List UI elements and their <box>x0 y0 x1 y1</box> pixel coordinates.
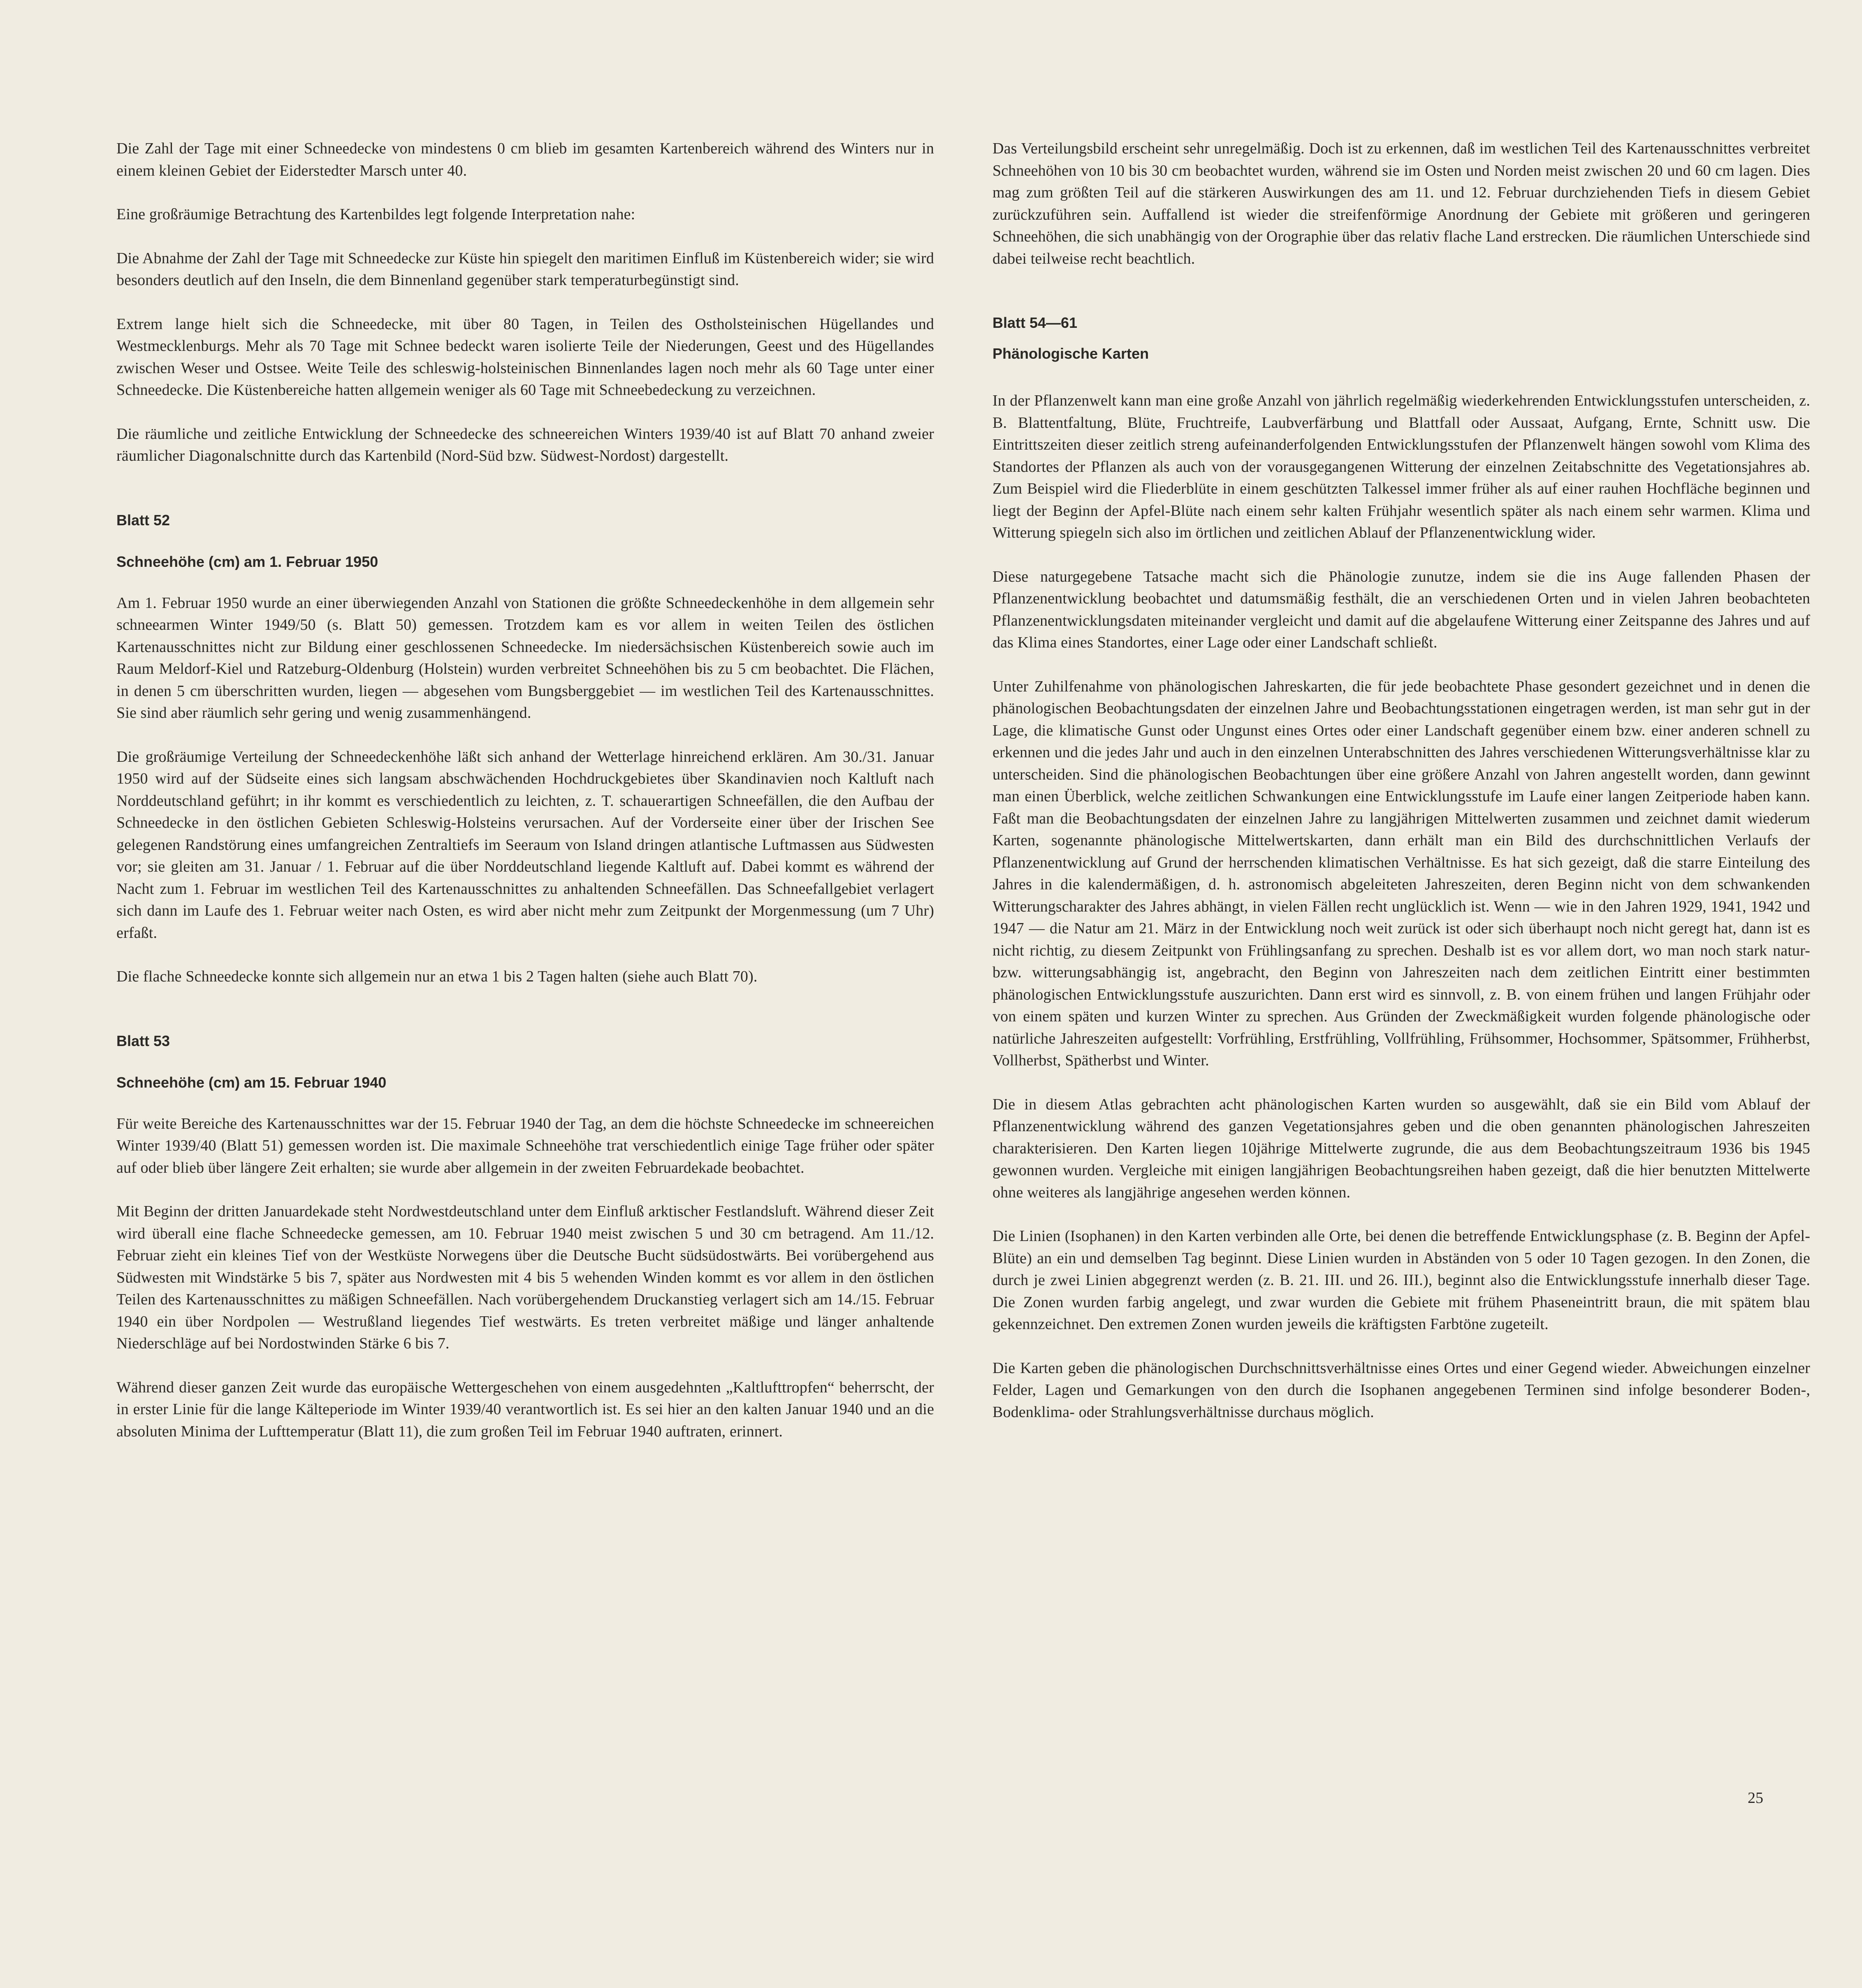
section-heading-blatt-54-61: Blatt 54—61 <box>992 314 1078 331</box>
paragraph: Die Abnahme der Zahl der Tage mit Schneedecke zur Küste hin spiegelt den maritimen Einfluß im Küstenbereich wider; sie wird besonders deutlich auf den Inseln, die dem Binnenland gegenüber stark temperaturbegünstigt sind. <box>116 249 934 289</box>
paragraph: Die in diesem Atlas gebrachten acht phänologischen Karten wurden so ausgewählt, daß sie ein Bild vom Ablauf der Pflanzenentwicklung während des ganzen Vegetationsjahres geben und die oben genannten phänologischen Jahreszeiten charakterisieren. Den Karten liegen 10jährige Mittelwerte zugrunde, die aus dem Beobachtungszeitraum 1936 bis 1945 gewonnen wurden. Vergleiche mit einigen langjährigen Beobachtungsreihen haben gezeigt, daß die hier benutzten Mittelwerte ohne weiteres als langjährige angesehen werden können. <box>992 1095 1810 1201</box>
paragraph: Die flache Schneedecke konnte sich allgemein nur an etwa 1 bis 2 Tagen halten (siehe auch Blatt 70). <box>116 968 758 985</box>
paragraph: Eine großräumige Betrachtung des Kartenbildes legt folgende Interpretation nahe: <box>116 206 635 223</box>
page-number: 25 <box>1748 1789 1763 1807</box>
paragraph: Die Zahl der Tage mit einer Schneedecke von mindestens 0 cm blieb im gesamten Kartenbereich während des Winters nur in einem kleinen Gebiet der Eiderstedter Marsch unter 40. <box>116 140 934 179</box>
paragraph: In der Pflanzenwelt kann man eine große Anzahl von jährlich regelmäßig wiederkehrenden Entwicklungsstufen unterscheiden, z. B. Blattentfaltung, Blüte, Fruchtreife, Laubverfärbung und Blattfall oder Aussaat, Aufgang, Ernte, Schnitt usw. Die Eintrittszeiten dieser zeitlich streng aufeinanderfolgenden Entwicklungsstufen der Pflanzenwelt hängen sowohl vom Klima des Standortes der Pflanzen als auch von der vorausgegangenen Witterung der einzelnen Zeitabschnitte des Vegetationsjahres ab. Zum Beispiel wird die Fliederblüte in einem geschützten Talkessel immer früher als auf einer rauhen Hochfläche beginnen und liegt der Beginn der Apfel-Blüte nach einem sehr kalten Frühjahr wesentlich später als nach einem sehr warmen. Klima und Witterung spiegeln sich also im örtlichen und zeitlichen Ablauf der Pflanzenentwicklung wider. <box>992 392 1810 541</box>
section-subheading-phaenologische-karten: Phänologische Karten <box>992 345 1149 362</box>
paragraph: Für weite Bereiche des Kartenausschnittes war der 15. Februar 1940 der Tag, an dem die höchste Schneedecke im schneereichen Winter 1939/40 (Blatt 51) gemessen worden ist. Die maximale Schneehöhe trat verschiedentlich einige Tage früher oder später auf oder blieb über längere Zeit erhalten; sie wurde aber allgemein in der zweiten Februardekade beobachtet. <box>116 1115 934 1176</box>
section-subheading-blatt-53: Schneehöhe (cm) am 15. Februar 1940 <box>116 1074 387 1091</box>
left-column <box>116 138 934 1443</box>
paragraph: Die Linien (Isophanen) in den Karten verbinden alle Orte, bei denen die betreffende Entwicklungsphase (z. B. Beginn der Apfel-Blüte) an ein und demselben Tag beginnt. Diese Linien wurden in Abständen von 5 oder 10 Tagen gezogen. In den Zonen, die durch je zwei Linien abgegrenzt werden (z. B. 21. III. und 26. III.), beginnt also die Entwicklungsstufe innerhalb dieser Tage. Die Zonen wurden farbig angelegt, und zwar wurden die Gebiete mit frühem Phaseneintritt braun, die mit spätem blau gekennzeichnet. Den extremen Zonen wurden jeweils die kräftigsten Farbtöne zugeteilt. <box>992 1227 1810 1333</box>
paragraph: Extrem lange hielt sich die Schneedecke, mit über 80 Tagen, in Teilen des Ostholsteinischen Hügellandes und Westmecklenburgs. Mehr als 70 Tage mit Schnee bedeckt waren isolierte Teile der Niederungen, Geest und des Hügellandes zwischen Weser und Ostsee. Weite Teile des schleswig-holsteinischen Binnenlandes lagen noch mehr als 60 Tage unter einer Schneedecke. Die Küstenbereiche hatten allgemein weniger als 60 Tage mit Schneebedeckung zu verzeichnen. <box>116 315 934 399</box>
paragraph: Mit Beginn der dritten Januardekade steht Nordwestdeutschland unter dem Einfluß arktischer Festlandsluft. Während dieser Zeit wird überall eine flache Schneedecke gemessen, am 10. Februar 1940 meist zwischen 5 und 30 cm betragend. Am 11./12. Februar zieht ein kleines Tief von der Westküste Norwegens über die Deutsche Bucht südsüdostwärts. Bei vorübergehend aus Südwesten mit Windstärke 5 bis 7, später aus Nordwesten mit 4 bis 5 wehenden Winden kommt es vor allem in den östlichen Teilen des Kartenausschnittes zu mäßigen Schneefällen. Nach vorübergehendem Druckanstieg verlagert sich am 14./15. Februar 1940 ein über Nordpolen — Westrußland liegendes Tief westwärts. Es treten verbreitet mäßige und länger anhaltende Niederschläge auf bei Nordostwinden Stärke 6 bis 7. <box>116 1203 934 1352</box>
section-heading-blatt-52: Blatt 52 <box>116 511 170 529</box>
section-subheading-blatt-52: Schneehöhe (cm) am 1. Februar 1950 <box>116 553 378 570</box>
paragraph: Am 1. Februar 1950 wurde an einer überwiegenden Anzahl von Stationen die größte Schneedeckenhöhe in dem allgemein sehr schneearmen Winter 1949/50 (s. Blatt 50) gemessen. Trotzdem kam es vor allem in weiten Teilen des östlichen Kartenausschnittes nicht zur Bildung einer geschlossenen Schneedecke. Im niedersächsischen Küstenbereich sowie auch im Raum Meldorf-Kiel und Ratzeburg-Oldenburg (Holstein) wurden verbreitet Schneehöhen bis zu 5 cm beobachtet. Die Flächen, in denen 5 cm überschritten wurden, liegen — abgesehen vom Bungsberggebiet — im westlichen Teil des Kartenausschnittes. Sie sind aber räumlich sehr gering und wenig zusammenhängend. <box>116 594 934 721</box>
paragraph: Das Verteilungsbild erscheint sehr unregelmäßig. Doch ist zu erkennen, daß im westlichen Teil des Kartenausschnittes verbreitet Schneehöhen von 10 bis 30 cm beobachtet wurden, während sie im Osten und Norden meist zwischen 20 und 60 cm lagen. Dies mag zum größten Teil auf die stärkeren Auswirkungen des am 11. und 12. Februar durchziehenden Tiefs in diesem Gebiet zurückzuführen sein. Auffallend ist wieder die streifenförmige Anordnung der Gebiete mit größeren und geringeren Schneehöhen, die sich unabhängig von der Orographie über das relativ flache Land erstrecken. Die räumlichen Unterschiede sind dabei teilweise recht beachtlich. <box>992 140 1810 267</box>
paragraph: Die Karten geben die phänologischen Durchschnittsverhältnisse eines Ortes und einer Gegend wieder. Abweichungen einzelner Felder, Lagen und Gemarkungen von den durch die Isophanen angegebenen Terminen sind infolge besonderer Boden-, Bodenklima- oder Strahlungsverhältnisse durchaus möglich. <box>992 1359 1810 1421</box>
paragraph: Diese naturgegebene Tatsache macht sich die Phänologie zunutze, indem sie die ins Auge fallenden Phasen der Pflanzenentwicklung beobachtet und datumsmäßig festhält, die an verschiedenen Orten und in vielen Jahren beobachteten Pflanzenentwicklungsdaten miteinander vergleicht und damit auf die abgelaufene Witterung einer Zeitspanne des Jahres und auf das Klima eines Standortes, einer Lage oder einer Landschaft schließt. <box>992 568 1810 651</box>
paragraph: Während dieser ganzen Zeit wurde das europäische Wettergeschehen von einem ausgedehnten „Kaltlufttropfen“ beherrscht, der in erster Linie für die lange Kälteperiode im Winter 1939/40 verantwortlich ist. Es sei hier an den kalten Januar 1940 und an die absoluten Minima der Lufttemperatur (Blatt 11), die zum großen Teil im Februar 1940 auftraten, erinnert. <box>116 1378 934 1440</box>
section-heading-blatt-53: Blatt 53 <box>116 1032 170 1049</box>
paragraph: Unter Zuhilfenahme von phänologischen Jahreskarten, die für jede beobachtete Phase gesondert gezeichnet und in denen die phänologischen Beobachtungsdaten der einzelnen Jahre und Beobachtungsstationen eingetragen werden, ist man sehr gut in der Lage, die klimatische Gunst oder Ungunst eines Ortes oder einer Landschaft gegenüber einem bzw. einer anderen schnell zu erkennen und die jedes Jahr und auch in den einzelnen Unterabschnitten des Jahres verschiedenen Witterungsverhältnisse klar zu unterscheiden. Sind die phänologischen Beobachtungen über eine größere Anzahl von Jahren angestellt worden, dann gewinnt man einen Überblick, welche zeitlichen Schwankungen eine Entwicklungsstufe im Laufe einer langen Zeitperiode haben kann. Faßt man die Beobachtungsdaten der einzelnen Jahre zu langjährigen Mittelwerten zusammen und zeichnet damit wiederum Karten, sogenannte phänologische Mittelwertskarten, dann erhält man ein Bild des durchschnittlichen Verlaufs der Pflanzenentwicklung auf Grund der herrschenden klimatischen Verhältnisse. Es hat sich gezeigt, daß die starre Einteilung des Jahres in die kalendermäßigen, d. h. astronomisch abgeleiteten Jahreszeiten, deren Beginn nicht von dem schwankenden Witterungscharakter des Jahres abhängt, in vielen Fällen recht unglücklich ist. Wenn — wie in den Jahren 1929, 1941, 1942 und 1947 — die Natur am 21. März in der Entwicklung noch weit zurück ist oder sich überhaupt noch nicht geregt hat, dann ist es nicht richtig, zu diesem Zeitpunkt von Frühlingsanfang zu sprechen. Deshalb ist es vor allem dort, wo man noch stark natur- bzw. witterungsabhängig ist, angebracht, den Beginn von Jahreszeiten nach dem zeitlichen Eintritt einer bestimmten phänologischen Entwicklungsstufe auszurichten. Dann erst wird es sinnvoll, z. B. von einem frühen und langen Frühjahr oder von einem späten und kurzen Winter zu sprechen. Aus Gründen der Zweckmäßigkeit wurden folgende phänologische oder natürliche Jahreszeiten aufgestellt: Vorfrühling, Erstfrühling, Vollfrühling, Frühsommer, Hochsommer, Spätsommer, Frühherbst, Vollherbst, Spätherbst und Winter. <box>992 677 1810 1069</box>
right-column <box>992 138 1810 1423</box>
paragraph: Die räumliche und zeitliche Entwicklung der Schneedecke des schneereichen Winters 1939/40 ist auf Blatt 70 anhand zweier räumlicher Diagonalschnitte durch das Kartenbild (Nord-Süd bzw. Südwest-Nordost) dargestellt. <box>116 425 934 464</box>
paragraph: Die großräumige Verteilung der Schneedeckenhöhe läßt sich anhand der Wetterlage hinreichend erklären. Am 30./31. Januar 1950 wird auf der Südseite eines sich langsam abschwächenden Hochdruckgebietes über Skandinavien noch Kaltluft nach Norddeutschland geführt; in ihr kommt es verschiedentlich zu leichten, z. T. schauerartigen Schneefällen, die den Aufbau der Schneedecke in den östlichen Gebieten Schleswig-Holsteins verursachen. Auf der Vorderseite einer über der Irischen See gelegenen Randstörung eines umfangreichen Zentraltiefs im Seeraum von Island dringen atlantische Luftmassen aus Südwesten vor; sie gleiten am 31. Januar / 1. Februar auf die über Norddeutschland liegende Kaltluft auf. Dabei kommt es während der Nacht zum 1. Februar im westlichen Teil des Kartenausschnittes zu anhaltenden Schneefällen. Das Schneefallgebiet verlagert sich dann im Laufe des 1. Februar weiter nach Osten, es wird aber nicht mehr zum Zeitpunkt der Morgenmessung (um 7 Uhr) erfaßt. <box>116 748 934 942</box>
